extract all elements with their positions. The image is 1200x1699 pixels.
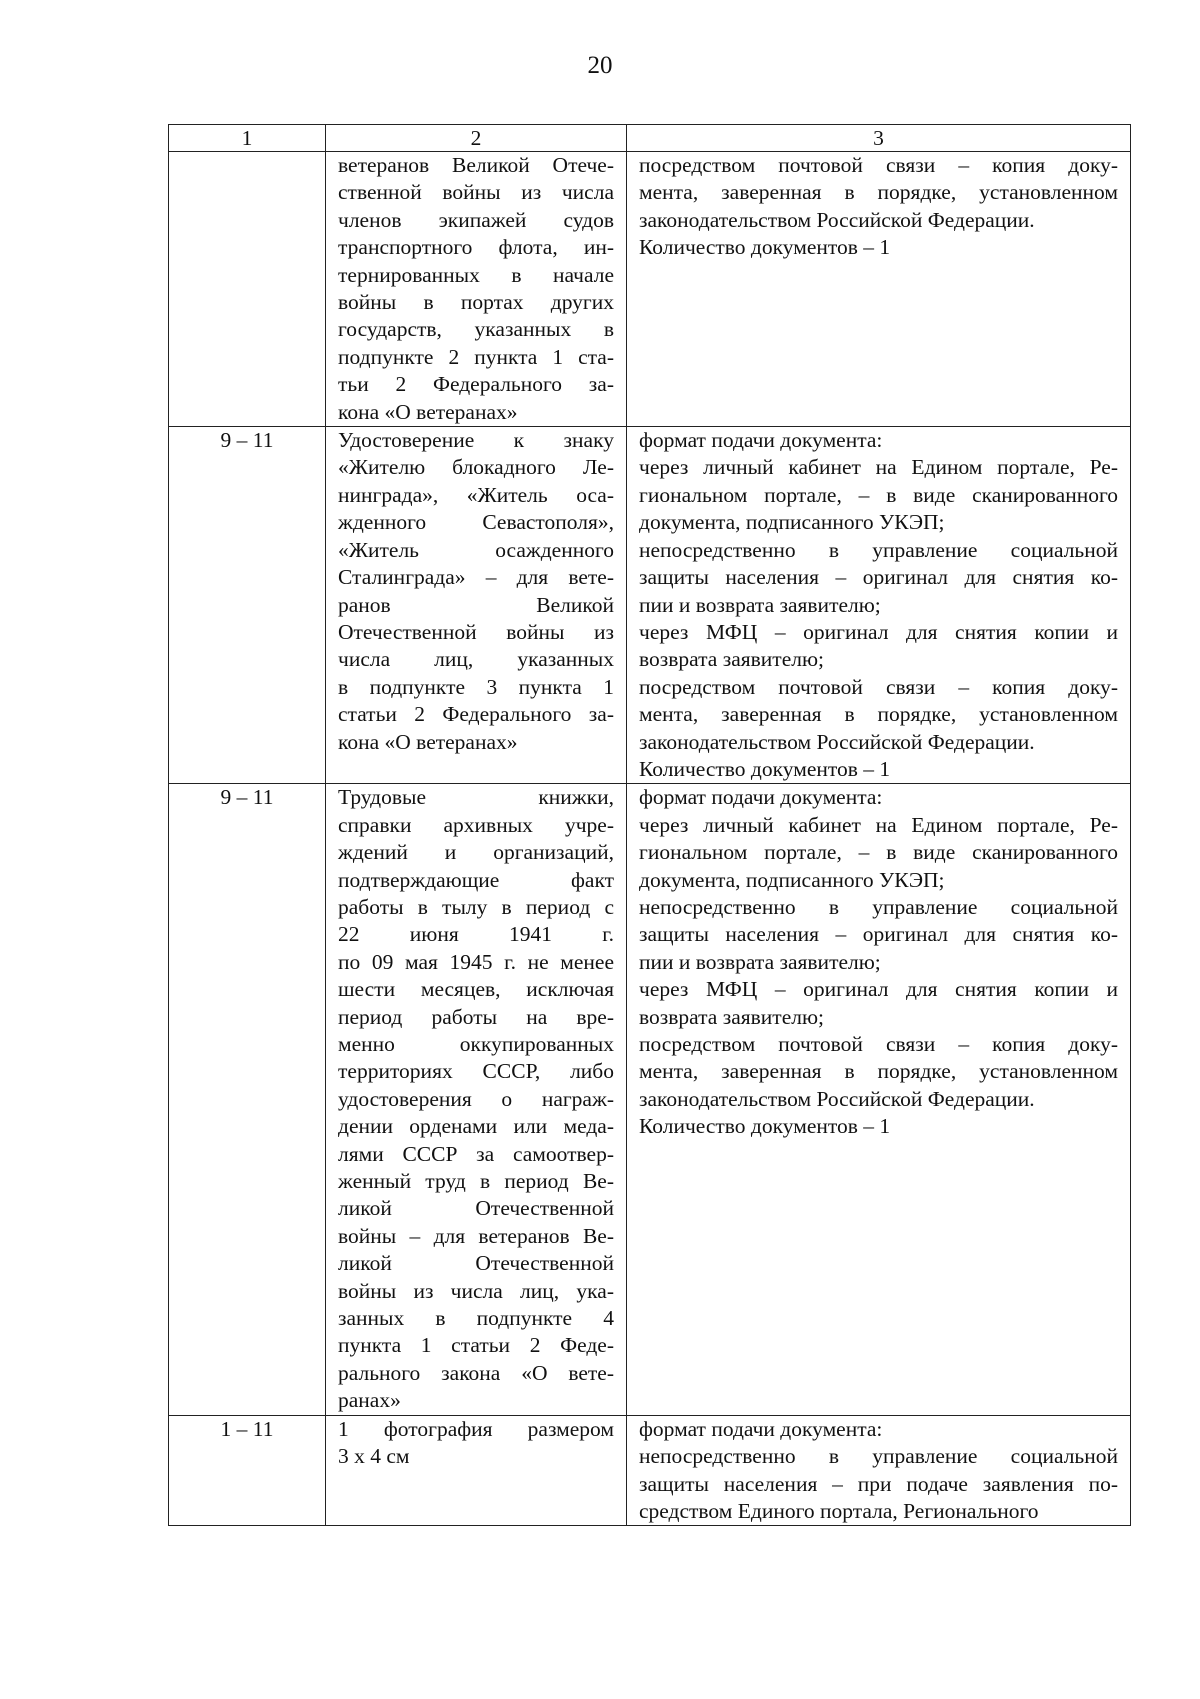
format-line: пии и возврата заявителю; [639,592,881,617]
submission-format-cell [627,152,1131,427]
format-line: законодательством Российской Федерации. [639,729,1035,754]
format-line: законодательством Российской Федерации. [639,1086,1035,1111]
description-line: ликой Отечественной [338,1251,614,1276]
description-line: подпункте 2 пункта 1 ста- [338,344,614,369]
description-line: войны из числа лиц, ука- [338,1278,614,1303]
format-line: формат подачи документа: [639,1416,883,1441]
description-line: пункта 1 статьи 2 Феде- [338,1333,614,1358]
format-line: формат подачи документа: [639,428,883,453]
column-header-2: 2 [326,125,627,152]
description-line: числа лиц, указанных [338,647,614,672]
description-line: нинграда», «Житель оса- [338,482,614,507]
format-line: возврата заявителю; [639,1004,824,1029]
description-line: по 09 мая 1945 г. не менее [338,949,614,974]
page-number: 20 [587,52,613,79]
format-line: посредством почтовой связи – копия доку- [639,1032,1118,1056]
document-description-cell [326,152,627,427]
format-line: Количество документов – 1 [639,756,891,781]
description-line: 3 х 4 см [338,1444,410,1469]
description-line: лями СССР за самоотвер- [338,1141,614,1166]
description-line: 22 июня 1941 г. [338,922,614,947]
description-line: рального закона «О вете- [338,1360,614,1385]
format-line: защиты населения – оригинал для снятия ко- [639,922,1118,947]
description-line: статьи 2 Федерального за- [338,702,614,727]
description-line: «Житель осажденного [338,537,614,562]
format-line: пии и возврата заявителю; [639,949,881,974]
documents-table [168,124,1131,1526]
description-line: транспортного флота, ин- [338,235,614,260]
description-line: женный труд в период Ве- [338,1169,614,1194]
format-line: мента, заверенная в порядке, установленном [639,180,1118,205]
document-description-cell [326,427,627,784]
description-line: подтверждающие факт [338,867,614,892]
description-line: войны – для ветеранов Ве- [338,1223,614,1248]
format-line: непосредственно в управление социальной [639,1444,1118,1469]
format-line: документа, подписанного УКЭП; [639,510,945,535]
description-line: ждений и организаций, [338,840,614,865]
table-row [169,152,1131,427]
description-line: шести месяцев, исключая [338,977,614,1002]
description-line: ственной войны из числа [338,180,614,205]
table-header-row [169,125,1131,152]
description-line: территориях СССР, либо [338,1059,614,1084]
format-line: мента, заверенная в порядке, установленном [639,702,1118,727]
table-row [169,427,1131,784]
description-line: кона «О ветеранах» [338,399,518,424]
format-line: гиональном портале, – в виде сканированного [639,840,1118,865]
description-line: занных в подпункте 4 [338,1306,614,1331]
description-line: Сталинграда» – для вете- [338,565,614,590]
description-line: дении орденами или меда- [338,1114,614,1139]
description-line: период работы на вре- [338,1004,614,1029]
format-line: защиты населения – оригинал для снятия ко- [639,565,1118,590]
description-line: тьи 2 Федерального за- [338,372,614,397]
format-line: мента, заверенная в порядке, установленном [639,1059,1118,1084]
description-line: ранов Великой [338,592,614,617]
description-line: кона «О ветеранах» [338,729,518,754]
format-line: непосредственно в управление социальной [639,537,1118,562]
submission-format-cell [627,1415,1131,1526]
format-line: гиональном портале, – в виде сканированного [639,482,1118,507]
format-line: защиты населения – при подаче заявления по- [639,1471,1118,1496]
format-line: Количество документов – 1 [639,1114,891,1139]
description-line: тернированных в начале [338,262,614,287]
description-line: в подпункте 3 пункта 1 [338,674,614,699]
description-line: Трудовые книжки, [338,785,614,810]
format-line: средством Единого портала, Регионального [639,1498,1039,1523]
format-line: посредством почтовой связи – копия доку- [639,674,1118,699]
submission-format-cell [627,784,1131,1415]
format-line: через личный кабинет на Едином портале, Ре- [639,455,1118,480]
format-line: посредством почтовой связи – копия доку- [639,153,1118,177]
description-line: войны в портах других [338,290,614,315]
format-line: возврата заявителю; [639,647,824,672]
format-line: через личный кабинет на Едином портале, Ре- [639,812,1118,837]
column-header-1: 1 [169,125,326,152]
document-description-cell [326,784,627,1415]
description-line: ветеранов Великой Отече- [338,153,614,177]
column-header-3: 3 [627,125,1131,152]
description-line: удостоверения о награж- [338,1086,614,1111]
table-body [169,152,1131,1526]
table-row [169,1415,1131,1526]
description-line: работы в тылу в период с [338,894,614,919]
description-line: членов экипажей судов [338,207,614,232]
description-line: Удостоверение к знаку [338,428,614,453]
description-line: 1 фотография размером [338,1416,614,1441]
description-line: ликой Отечественной [338,1196,614,1221]
format-line: документа, подписанного УКЭП; [639,867,945,892]
description-line: «Жителю блокадного Ле- [338,455,614,480]
format-line: формат подачи документа: [639,785,883,810]
document-description-cell [326,1415,627,1526]
row-number-cell: 9 – 11 [169,784,326,1415]
table-row [169,784,1131,1415]
format-line: через МФЦ – оригинал для снятия копии и [639,977,1118,1002]
description-line: справки архивных учре- [338,812,614,837]
description-line: жденного Севастополя», [338,510,614,535]
description-line: менно оккупированных [338,1032,614,1056]
submission-format-cell [627,427,1131,784]
description-line: государств, указанных в [338,317,614,342]
format-line: Количество документов – 1 [639,235,891,260]
format-line: непосредственно в управление социальной [639,894,1118,919]
description-line: Отечественной войны из [338,619,614,644]
row-number-cell: 1 – 11 [169,1415,326,1526]
row-number-cell [169,152,326,427]
description-line: ранах» [338,1388,401,1413]
row-number-cell: 9 – 11 [169,427,326,784]
format-line: законодательством Российской Федерации. [639,207,1035,232]
format-line: через МФЦ – оригинал для снятия копии и [639,619,1118,644]
